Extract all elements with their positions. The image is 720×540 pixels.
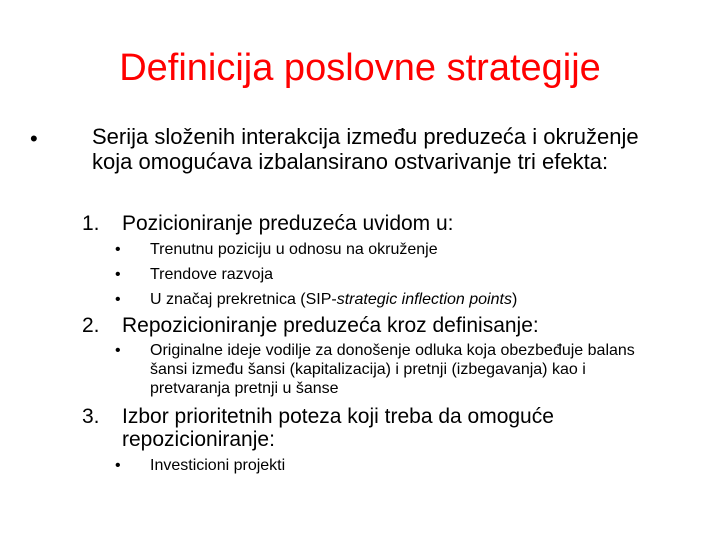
- bullet-icon: •: [115, 457, 121, 474]
- sub-item-emphasis: strategic inflection points: [336, 291, 512, 308]
- bullet-icon: •: [115, 266, 121, 283]
- item-number: 3.: [82, 405, 100, 428]
- slide-title: Definicija poslovne strategije: [119, 47, 601, 89]
- item-number: 1.: [82, 212, 100, 235]
- item-text: Izbor prioritetnih poteza koji treba da omoguće repozicioniranje:: [122, 405, 554, 451]
- bullet-icon: •: [30, 126, 38, 151]
- sub-item-text: Trendove razvoja: [150, 266, 274, 283]
- sub-item-prefix: U značaj prekretnica (SIP-: [150, 291, 337, 308]
- sub-item-text: Trenutnu poziciju u odnosu na okruženje: [150, 241, 438, 258]
- intro-text: Serija složenih interakcija između preduzeća i okruženje koja omogućava izbalansirano ostvarivanje tri efekta:: [92, 124, 639, 174]
- sub-item-suffix: ): [511, 291, 518, 308]
- bullet-icon: •: [115, 241, 121, 258]
- sub-item-text: Originalne ideje vodilje za donošenje odluka koja obezbeđuje balans šansi između šansi (kapitalizacija) i pretnji (izbegavanja) kao i pretvaranja pretnji u šanse: [150, 342, 635, 397]
- sub-item: [0, 265, 720, 284]
- item-text: Pozicioniranje preduzeća uvidom u:: [122, 212, 454, 235]
- sub-item: [0, 240, 720, 259]
- bullet-icon: •: [115, 291, 121, 308]
- sub-item-text: [150, 290, 660, 309]
- item-number: 2.: [82, 314, 100, 337]
- sub-item: [0, 290, 720, 309]
- numbered-item-1: [0, 212, 720, 235]
- sub-item: [0, 341, 720, 398]
- bullet-icon: •: [115, 342, 121, 359]
- sub-item: [0, 456, 720, 475]
- numbered-item-3: [0, 405, 720, 451]
- sub-item-text: Investicioni projekti: [150, 457, 286, 474]
- numbered-item-2: [0, 314, 720, 337]
- item-text: Repozicioniranje preduzeća kroz definisanje:: [122, 314, 539, 337]
